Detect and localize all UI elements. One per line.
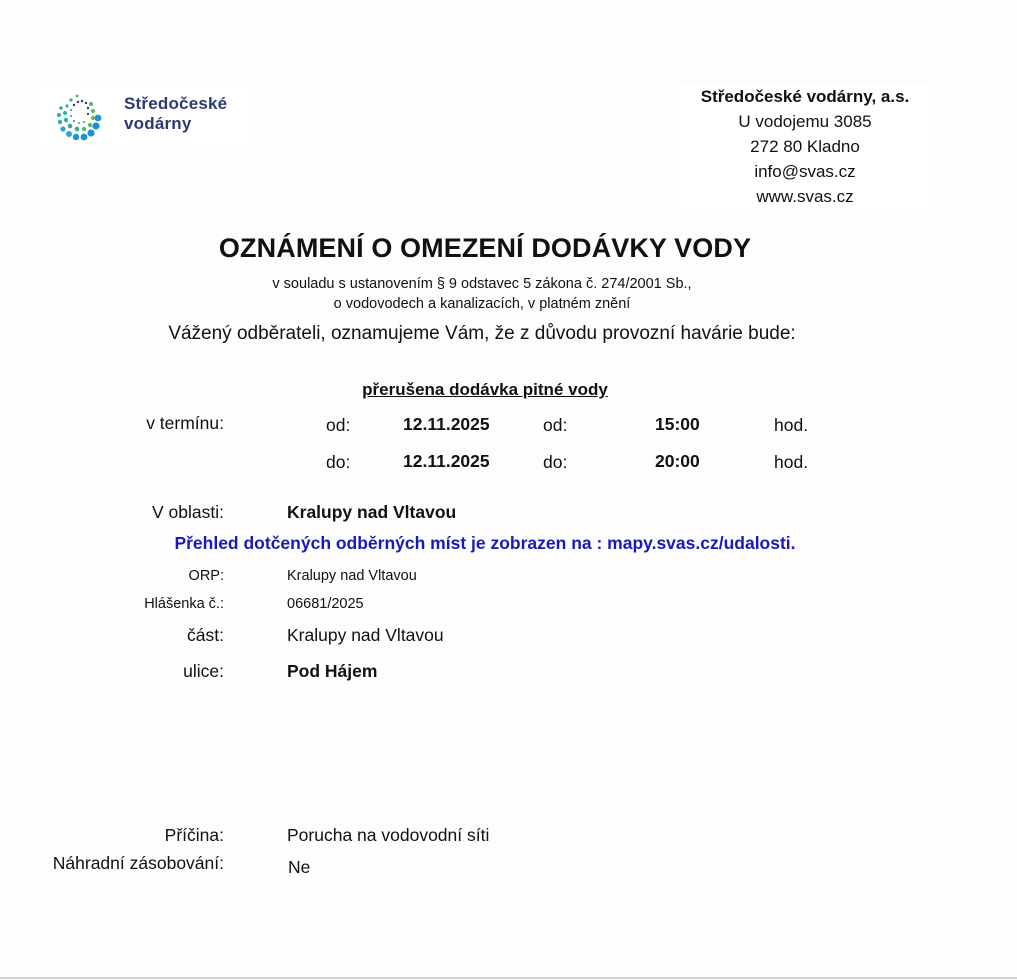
legal-line-1: v souladu s ustanovením § 9 odstavec 5 zákona č. 274/2001 Sb., xyxy=(272,276,692,292)
date-from-prefix: od: xyxy=(326,415,351,435)
report-number-label: Hlášenka č.: xyxy=(144,596,224,612)
replacement-supply-value: Ne xyxy=(288,857,311,877)
company-logo xyxy=(40,82,250,150)
greeting-text: Vážený odběrateli, oznamujeme Vám, že z důvodu provozní havárie bude: xyxy=(168,323,796,344)
time-from-unit: hod. xyxy=(774,415,809,435)
date-to-prefix: do: xyxy=(326,452,351,472)
report-number-value: 06681/2025 xyxy=(287,596,364,612)
page-bottom-divider xyxy=(0,977,1017,979)
company-email[interactable]: info@svas.cz xyxy=(754,162,856,181)
time-to-prefix: do: xyxy=(543,452,568,472)
logo-wordmark xyxy=(124,94,227,134)
time-from: 15:00 xyxy=(655,414,700,434)
logo-line-2: vodárny xyxy=(124,114,192,133)
part-label: část: xyxy=(187,625,224,645)
notice-title: OZNÁMENÍ O OMEZENÍ DODÁVKY VODY xyxy=(218,233,752,263)
schedule-label: v termínu: xyxy=(146,413,224,433)
area-value: Kralupy nad Vltavou xyxy=(287,502,457,522)
date-to: 12.11.2025 xyxy=(403,451,490,471)
time-to-unit: hod. xyxy=(774,452,809,472)
cause-value: Porucha na vodovodní síti xyxy=(287,825,490,845)
water-circle-logo-icon xyxy=(54,88,118,148)
area-label: V oblasti: xyxy=(152,502,224,522)
map-notice-link[interactable]: Přehled dotčených odběrných míst je zobrazen na : mapy.svas.cz/udalosti. xyxy=(174,533,796,553)
company-name: Středočeské vodárny, a.s. xyxy=(700,87,910,106)
part-value: Kralupy nad Vltavou xyxy=(287,625,444,645)
company-city: 272 80 Kladno xyxy=(750,137,860,156)
logo-line-1: Středočeské xyxy=(124,94,228,113)
notice-headline: přerušena dodávka pitné vody xyxy=(362,380,608,399)
time-from-prefix: od: xyxy=(543,415,568,435)
orp-label: ORP: xyxy=(188,568,224,584)
street-value: Pod Hájem xyxy=(287,661,378,681)
legal-line-2: o vodovodech a kanalizacích, v platném znění xyxy=(333,296,631,312)
company-web[interactable]: www.svas.cz xyxy=(756,187,854,206)
company-street: U vodojemu 3085 xyxy=(738,112,872,131)
time-to: 20:00 xyxy=(655,451,700,471)
orp-value: Kralupy nad Vltavou xyxy=(287,568,417,584)
company-address xyxy=(680,84,930,209)
replacement-supply-label: Náhradní zásobování: xyxy=(52,853,224,873)
street-label: ulice: xyxy=(183,661,224,681)
date-from: 12.11.2025 xyxy=(403,414,490,434)
cause-label: Příčina: xyxy=(164,825,224,845)
